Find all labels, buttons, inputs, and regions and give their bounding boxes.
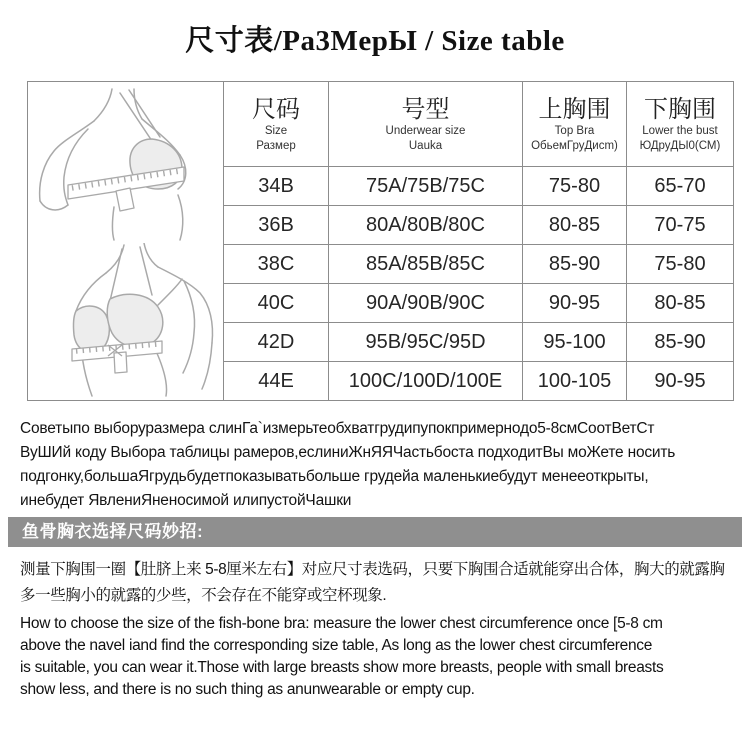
text-line: инебудет ЯвлениЯненосимой илипустойЧашки [20,492,352,509]
col-header-type-sub2: Uauka [408,139,443,152]
cell-top-bust: 85-90 [523,245,627,284]
cell-size: 40C [224,284,329,323]
text-line: How to choose the size of the fish-bone bra: measure the lower chest circumference once [5-8 cm [20,615,663,632]
cell-top-bust: 100-105 [523,362,627,401]
cell-lower-bust: 70-75 [627,206,734,245]
cell-type: 75A/75B/75C [329,167,523,206]
cell-type: 80A/80B/80C [329,206,523,245]
cell-size: 38C [224,245,329,284]
cell-size: 36B [224,206,329,245]
fishbone-bra-tip-banner: 鱼骨胸衣选择尺码妙招: [8,517,742,547]
cell-lower-bust: 80-85 [627,284,734,323]
text-line: show less, and there is no such thing as anunwearable or empty cup. [20,681,475,698]
russian-size-advice [20,417,730,513]
cell-lower-bust: 85-90 [627,323,734,362]
cell-lower-bust: 75-80 [627,245,734,284]
text-line: подгонку,большаЯгрудьбудетпоказыватьбольше грудейа маленькиебудут менееоткрыты, [20,468,649,485]
col-header-size [224,82,329,167]
illustration-cell [28,82,224,401]
cell-size: 44E [224,362,329,401]
col-header-top-bust [523,82,627,167]
cell-type: 100C/100D/100E [329,362,523,401]
text-line: is suitable, you can wear it.Those with large breasts show more breasts, people with small breasts [20,659,664,676]
col-header-lower-bust-title: 下胸围 [644,96,716,124]
col-header-top-bust-sub2: ОбьемГруДисm) [531,139,618,152]
col-header-lower-bust-sub2: ЮДруДЫ0(СМ) [639,139,721,152]
col-header-size-sub2: Размер [256,139,296,152]
text-line: ВуШИй коду Выбора таблицы рамеров,еслиниЖнЯЯЧастьбоста подходитВы моЖете носить [20,444,676,461]
size-table [27,81,734,401]
col-header-type [329,82,523,167]
text-line: above the navel iand find the corresponding size table, As long as the lower chest circumference [20,637,653,654]
cell-type: 95B/95C/95D [329,323,523,362]
col-header-size-sub1: Size [264,124,288,137]
col-header-type-title: 号型 [401,96,450,124]
cell-size: 34B [224,167,329,206]
cell-top-bust: 80-85 [523,206,627,245]
col-header-lower-bust [627,82,734,167]
col-header-top-bust-sub1: Top Bra [554,124,595,137]
cell-size: 42D [224,323,329,362]
cell-type: 85A/85B/85C [329,245,523,284]
col-header-top-bust-title: 上胸围 [538,96,611,124]
text-line: Советыпо выборуразмера слинГа`измерьтеобхватгрудипупокпримернодо5-8смСоотВетСт [20,420,655,437]
col-header-type-sub1: Underwear size [385,124,466,137]
english-size-tip [20,613,730,701]
cell-top-bust: 90-95 [523,284,627,323]
text-line: 测量下胸围一圈【肚脐上来 5-8厘米左右】对应尺寸表选码，只要下胸围合适就能穿出合体，胸大的就露胸 [20,561,725,578]
cell-lower-bust: 90-95 [627,362,734,401]
col-header-lower-bust-sub1: Lower the bust [642,124,718,137]
cell-lower-bust: 65-70 [627,167,734,206]
text-line: 多一些胸小的就露的少些，不会存在不能穿或空杯现象. [20,587,387,604]
cell-top-bust: 75-80 [523,167,627,206]
col-header-size-title: 尺码 [252,96,300,124]
underbust-measurement-front-view-illustration [28,243,224,397]
underbust-measurement-side-view-illustration [28,87,224,241]
page-title: 尺寸表/Pa3MepЫ / Size table [185,25,565,57]
cell-top-bust: 95-100 [523,323,627,362]
cell-type: 90A/90B/90C [329,284,523,323]
chinese-size-tip [20,557,730,609]
